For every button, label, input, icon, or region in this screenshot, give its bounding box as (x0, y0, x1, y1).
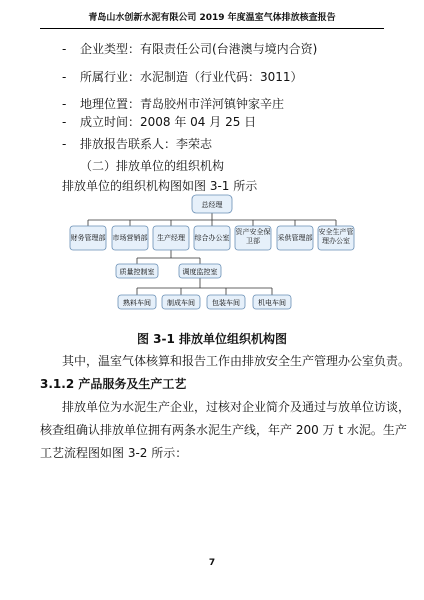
org-node-label: 包装车间 (212, 299, 240, 307)
body-line: 核查组确认排放单位拥有两条水泥生产线，年产 200 万 t 水泥。生产 (40, 423, 407, 437)
section-title: （二）排放单位的组织机构 (80, 159, 225, 173)
org-node-label: 采供管理部 (277, 234, 313, 242)
bullet-text: 所属行业：水泥制造（行业代码：3011） (80, 70, 303, 84)
page-header: 青岛山水创新水泥有限公司 2019 年度温室气体排放核查报告 (88, 13, 336, 23)
bullet-contact (62, 135, 212, 152)
bullet-company-type (62, 40, 317, 57)
subsection-title: 3.1.2 产品服务及生产工艺 (40, 377, 187, 391)
responsibility-note: 其中，温室气体核算和报告工作由排放安全生产管理办公室负责。 (62, 354, 411, 368)
org-node-label: 总经理 (201, 201, 223, 209)
bullet-text: 排放报告联系人：李荣志 (80, 137, 213, 151)
bullet-text: 企业类型：有限责任公司(台港澳与境内合资) (80, 42, 318, 56)
bullet-founded (62, 113, 256, 130)
org-node-label: 制成车间 (167, 299, 195, 307)
body-line: 工艺流程图如图 3-2 所示： (40, 446, 188, 460)
org-node-label: 安全生产管理办公室 (318, 228, 354, 245)
bullet-marker: - (62, 70, 67, 84)
page-number: 7 (208, 558, 216, 568)
header-rule (40, 28, 384, 29)
bullet-location (62, 95, 284, 112)
org-node-label: 熟料车间 (123, 299, 151, 307)
org-node-label: 机电车间 (258, 299, 286, 307)
bullet-industry (62, 68, 303, 85)
bullet-marker: - (62, 97, 67, 111)
org-chart (0, 192, 424, 322)
bullet-marker: - (62, 42, 67, 56)
org-node-label: 生产经理 (157, 234, 185, 242)
org-intro: 排放单位的组织机构图如图 3-1 所示 (62, 179, 258, 193)
org-node-label: 质量控制室 (119, 268, 155, 276)
bullet-marker: - (62, 137, 67, 151)
body-line: 排放单位为水泥生产企业，过核对企业简介及通过与放单位访谈， (62, 400, 411, 414)
org-node-label: 资产安全保卫部 (235, 228, 271, 245)
org-node-label: 综合办公室 (194, 234, 230, 242)
org-node-label: 财务管理部 (70, 234, 106, 242)
org-node-label: 调度监控室 (182, 268, 218, 276)
bullet-text: 成立时间：2008 年 04 月 25 日 (80, 115, 257, 129)
figure-caption: 图 3-1 排放单位组织机构图 (136, 332, 288, 346)
bullet-text: 地理位置：青岛胶州市洋河镇钟家辛庄 (80, 97, 285, 111)
bullet-marker: - (62, 115, 67, 129)
org-node-label: 市场营销部 (112, 234, 148, 242)
